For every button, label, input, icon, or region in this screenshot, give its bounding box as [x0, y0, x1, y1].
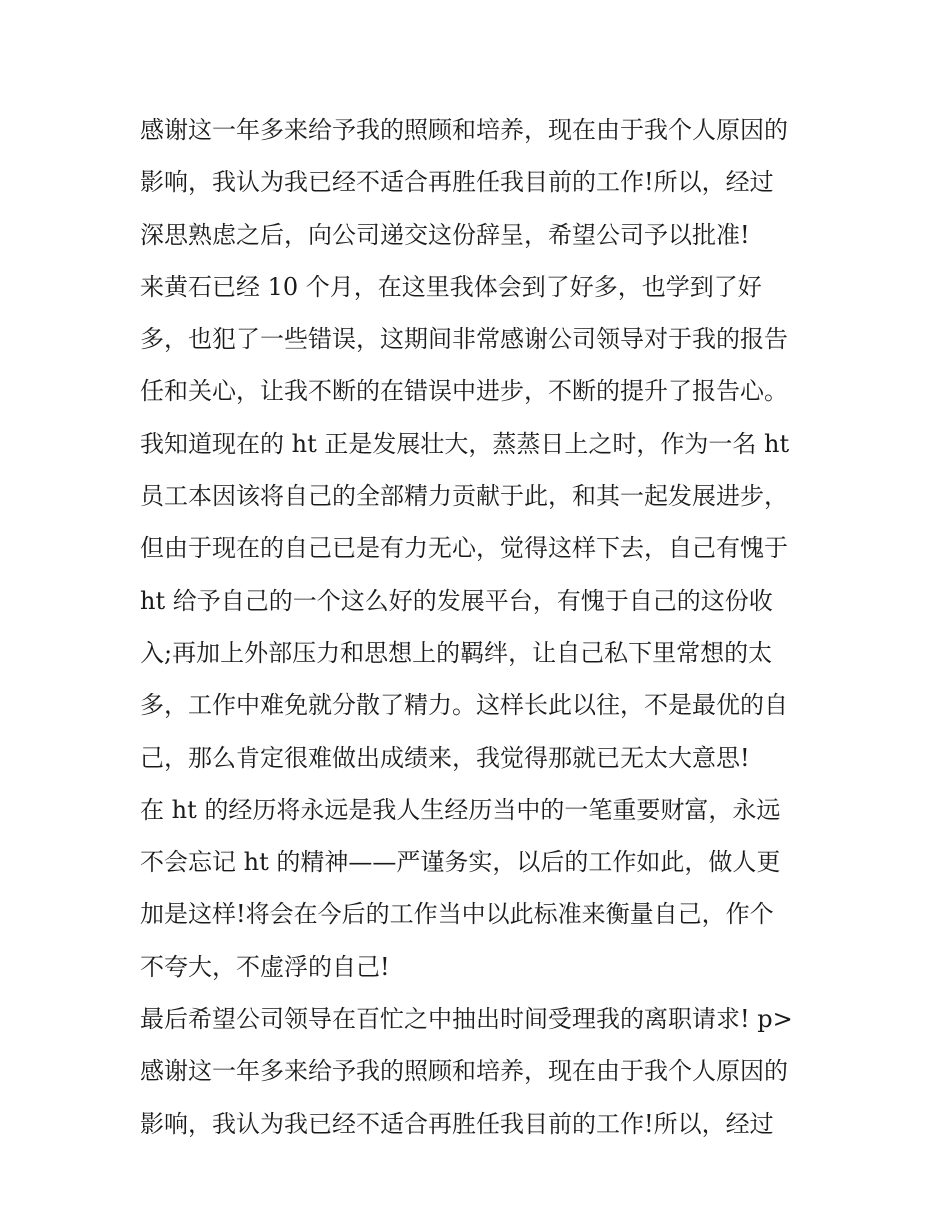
text-line: 任和关心，让我不断的在错误中进步，不断的提升了报告心。 [140, 377, 788, 406]
text-line: 不会忘记 ht 的精神——严谨务实，以后的工作如此，做人更 [140, 848, 781, 877]
text-line: 感谢这一年多来给予我的照顾和培养，现在由于我个人原因的 [140, 116, 788, 144]
text-line: 在 ht 的经历将永远是我人生经历当中的一笔重要财富，永远 [140, 795, 781, 824]
text-line: 但由于现在的自己已是有力无心，觉得这样下去，自己有愧于 [140, 534, 788, 563]
text-line: 感谢这一年多来给予我的照顾和培养，现在由于我个人原因的 [140, 1057, 788, 1086]
text-line: 多，工作中难免就分散了精力。这样长此以往，不是最优的自 [140, 691, 788, 720]
text-line: 最后希望公司领导在百忙之中抽出时间受理我的离职请求! p> [140, 1005, 793, 1034]
text-line: 员工本因该将自己的全部精力贡献于此，和其一起发展进步， [140, 482, 788, 511]
text-line: 影响，我认为我已经不适合再胜任我目前的工作!所以，经过 [140, 1109, 774, 1138]
text-line: 来黄石已经 10 个月，在这里我体会到了好多，也学到了好 [140, 272, 762, 301]
text-line: 入;再加上外部压力和思想上的羁绊，让自己私下里常想的太 [140, 638, 773, 667]
text-line: 不夸大，不虚浮的自己! [140, 952, 390, 981]
text-line: 己，那么肯定很难做出成绩来，我觉得那就已无太大意思! [140, 743, 750, 772]
text-line: ht 给予自己的一个这么好的发展平台，有愧于自己的这份收 [140, 586, 773, 615]
text-line: 深思熟虑之后，向公司递交这份辞呈，希望公司予以批准! [140, 220, 750, 249]
text-line: 多，也犯了一些错误，这期间非常感谢公司领导对于我的报告 [140, 325, 788, 354]
document-body [140, 104, 820, 1150]
text-line: 加是这样!将会在今后的工作当中以此标准来衡量自己，作个 [140, 900, 774, 929]
text-line: 影响，我认为我已经不适合再胜任我目前的工作!所以，经过 [140, 168, 774, 197]
text-line: 我知道现在的 ht 正是发展壮大，蒸蒸日上之时，作为一名 ht [140, 429, 790, 458]
